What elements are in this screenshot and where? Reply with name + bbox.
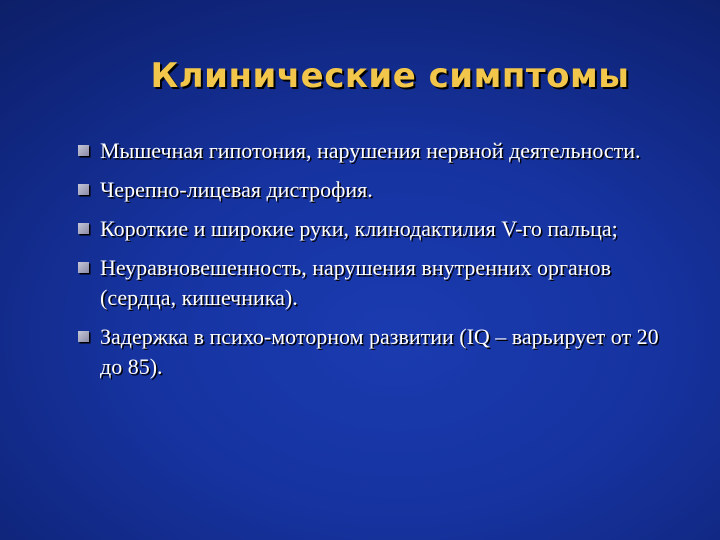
bullet-item [78,322,678,382]
square-bullet-icon [78,145,89,156]
bullet-item [78,136,678,166]
bullet-text: Короткие и широкие руки, клинодактилия V-го пальца; [100,216,618,241]
square-bullet-icon [78,184,89,195]
slide-title: Клинические симптомы [150,56,630,96]
bullet-item [78,175,678,205]
bullet-text: Задержка в психо-моторном развитии (IQ – варьирует от 20 до 85). [100,324,659,379]
square-bullet-icon [78,223,89,234]
bullet-text: Неуравновешенность, нарушения внутренних органов (сердца, кишечника). [100,255,611,310]
square-bullet-icon [78,262,89,273]
bullet-text: Мышечная гипотония, нарушения нервной деятельности. [100,138,641,163]
bullet-list [78,136,678,391]
bullet-item [78,214,678,244]
bullet-item [78,253,678,313]
square-bullet-icon [78,331,89,342]
bullet-text: Черепно-лицевая дистрофия. [100,177,373,202]
